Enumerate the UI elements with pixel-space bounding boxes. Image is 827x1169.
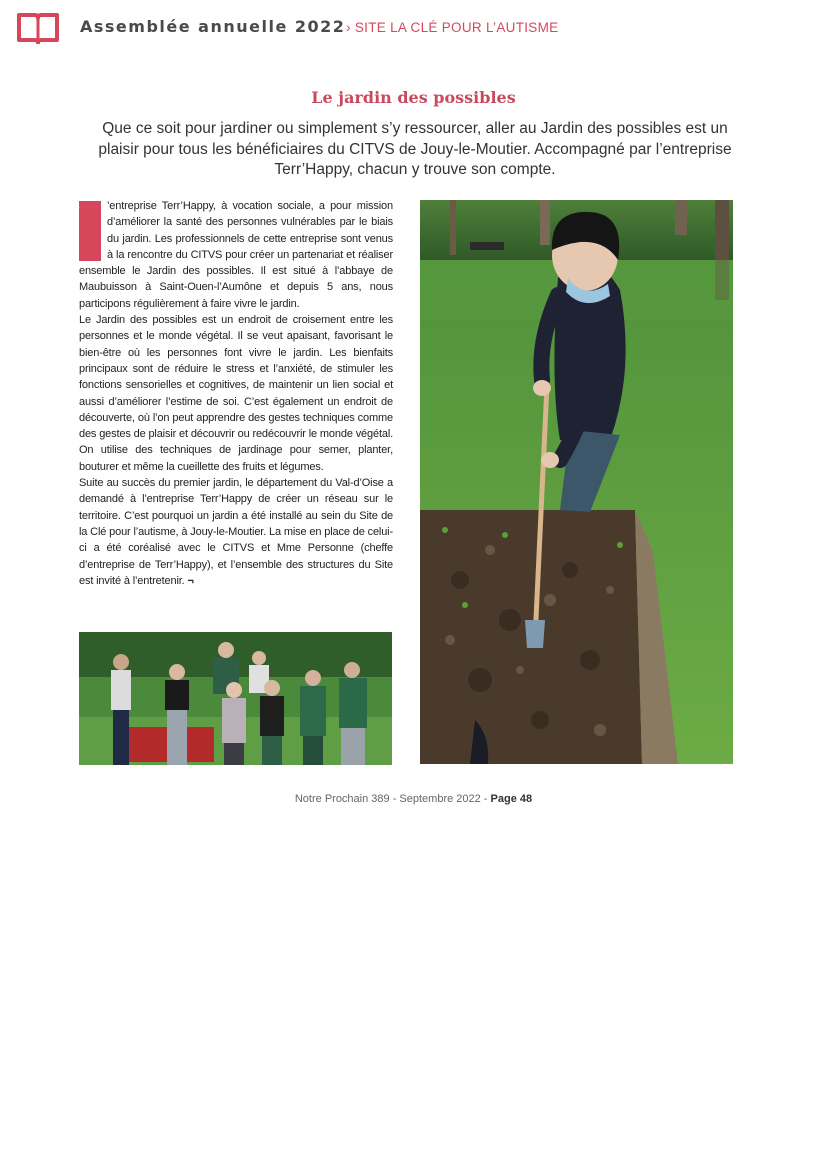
article-paragraph-1: L ’entreprise Terr’Happy, à vocation sociale, a pour mission d’améliorer la santé des personnes vulnérables par le biais du jardin. Les professionnels de cette entreprise sont venus à la rencontre du CITVS pour créer un partenariat et réaliser ensemble le Jardin des possibles. Il est situé à l’abbaye de Maubuisson à Saint-Ouen-l’Aumône et depuis 5 ans, nous participons régulièrement à faire vivre le jardin. [79,200,393,310]
end-mark: ¬ [187,574,194,587]
header-section-label: › SITE LA CLÉ POUR L’AUTISME [346,20,559,35]
gardening-photo [420,200,733,764]
footer-publication: Notre Prochain 389 - Septembre 2022 - [294,793,491,805]
footer-page-number: Page 48 [490,793,533,805]
page-footer [0,793,827,805]
article-paragraph-3: Suite au succès du premier jardin, le département du Val-d’Oise a demandé à l’entreprise Terr’Happy de créer un réseau sur le territoire. C’est pourquoi un jardin a été installé au sein du Site de la Clé pour l’autisme, à Jouy-le-Moutier. La mise en place de celui-ci a été coréalisé avec le CITVS et Mme Personne (cheffe d’entreprise de Terr’Happy), et l’ensemble des structures du Site est invité à l’entretenir. ¬ [79,477,393,587]
article-paragraph-2: Le Jardin des possibles est un endroit de croisement entre les personnes et le monde végétal. Il se veut apaisant, favorisant le bien-être où les personnes font vivre le jardin. Les bienfaits principaux sont de réduire le stress et l’anxiété, de stimuler les fonctions sensorielles et cognitives, de maintenir un lien social et aussi d’améliorer l’estime de soi. C’est également un endroit de découverte, où l’on peut apprendre des gestes techniques comme des gestes de plaisir et découvrir ou redécouvrir le monde végétal. On utilise des techniques de jardinage pour semer, planter, bouturer et même la cueillette des fruits et légumes. [79,314,394,473]
page-header [16,12,811,46]
drop-cap: L [79,201,101,261]
article-title: Le jardin des possibles [311,88,516,107]
group-photo [79,632,392,765]
article-lede: Que ce soit pour jardiner ou simplement s’y ressourcer, aller au Jardin des possibles est un plaisir pour tous les bénéficiaires du CITVS de Jouy-le-Moutier. Accompagné par l’entreprise Terr’Happy, chacun y trouve son compte. [98,120,732,178]
open-book-icon [16,12,60,44]
header-title: Assemblée annuelle 2022 [80,17,346,36]
article-body [79,198,393,589]
